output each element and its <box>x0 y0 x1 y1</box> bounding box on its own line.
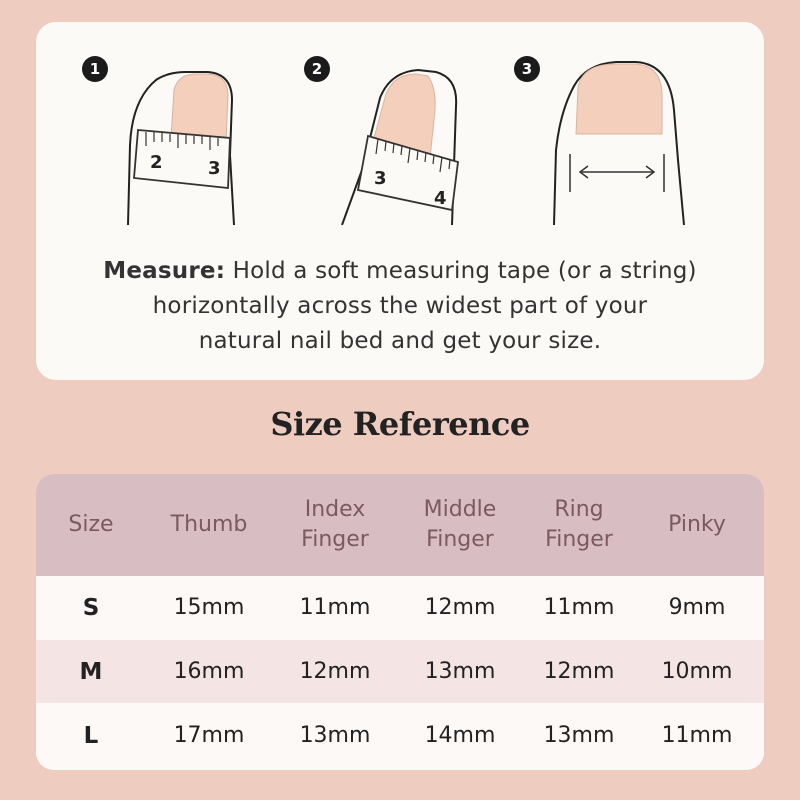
middle-cell: 14mm <box>424 723 496 748</box>
tape-mark-2: 2 <box>150 152 163 173</box>
ring-cell: 13mm <box>543 723 615 748</box>
header-index-finger: Index Finger <box>301 497 369 552</box>
pinky-cell: 9mm <box>668 595 726 620</box>
measure-label: Measure: <box>103 258 226 284</box>
pinky-cell: 10mm <box>661 659 733 684</box>
header-pinky: Pinky <box>668 512 726 537</box>
header-middle-finger: Middle Finger <box>423 497 497 552</box>
measure-line-1 <box>36 254 764 289</box>
size-cell: L <box>83 722 99 749</box>
header-ring-finger: Ring Finger <box>545 497 613 552</box>
index-cell: 11mm <box>299 595 371 620</box>
measure-line-2: horizontally across the widest part of your <box>152 293 648 319</box>
measure-text-1: Hold a soft measuring tape (or a string) <box>225 258 697 284</box>
section-title: Size Reference <box>270 405 530 443</box>
middle-cell: 13mm <box>424 659 496 684</box>
thumb-cell: 15mm <box>173 595 245 620</box>
thumb-cell: 16mm <box>173 659 245 684</box>
ring-cell: 11mm <box>543 595 615 620</box>
table-row <box>36 704 764 767</box>
step-3-badge <box>514 56 540 82</box>
measure-instructions <box>36 254 764 359</box>
tape-mark-3: 3 <box>208 158 221 179</box>
tape-mark-4: 4 <box>434 188 447 209</box>
header-size: Size <box>68 512 114 537</box>
index-cell: 13mm <box>299 723 371 748</box>
measure-line-3: natural nail bed and get your size. <box>198 328 602 354</box>
table-row <box>36 640 764 703</box>
nail-shape <box>576 64 662 134</box>
tape-mark-3: 3 <box>374 168 387 189</box>
thumb-cell: 17mm <box>173 723 245 748</box>
step-3-number: 3 <box>521 60 533 78</box>
step-2-number: 2 <box>311 60 323 78</box>
pinky-cell: 11mm <box>661 723 733 748</box>
size-cell: S <box>82 594 100 621</box>
size-cell: M <box>79 658 103 685</box>
header-thumb: Thumb <box>170 512 248 537</box>
index-cell: 12mm <box>299 659 371 684</box>
finger-width-illustration-3 <box>546 50 696 225</box>
nail-shape <box>171 74 228 142</box>
step-2-badge <box>304 56 330 82</box>
size-table <box>36 474 764 770</box>
step-1-badge <box>82 56 108 82</box>
finger-tape-illustration-1 <box>116 50 256 225</box>
step-1-number: 1 <box>89 60 101 78</box>
table-row <box>36 576 764 639</box>
ring-cell: 12mm <box>543 659 615 684</box>
measure-card <box>36 22 764 380</box>
finger-tape-illustration-2 <box>336 50 486 225</box>
table-header <box>36 474 764 576</box>
middle-cell: 12mm <box>424 595 496 620</box>
